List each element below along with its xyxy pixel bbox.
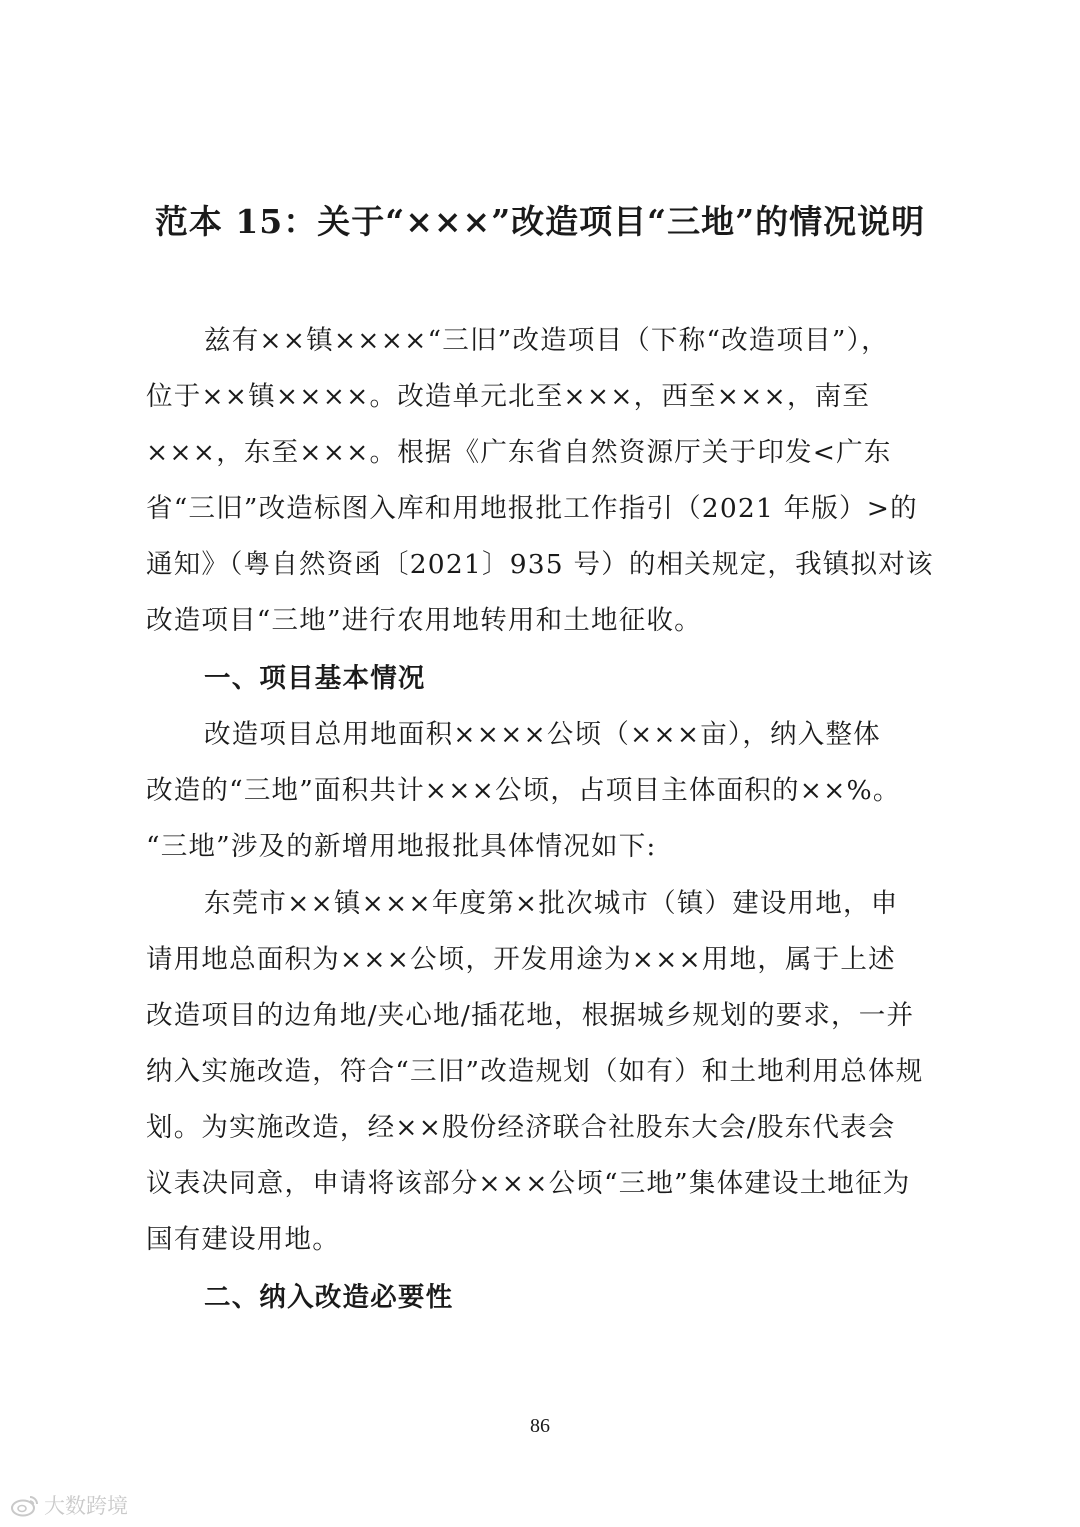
- paragraph-line: ×××，东至×××。根据《广东省自然资源厅关于印发<广东: [146, 437, 892, 468]
- document-title: 范本 15：关于“×××”改造项目“三地”的情况说明: [154, 202, 926, 241]
- paragraph-line: 国有建设用地。: [146, 1224, 340, 1255]
- paragraph-line: 改造的“三地”面积共计×××公顷，占项目主体面积的××%。: [146, 775, 901, 806]
- section-heading: 二、纳入改造必要性: [204, 1282, 454, 1313]
- weibo-logo-icon: [10, 1493, 40, 1517]
- page-number: 86: [530, 1415, 550, 1437]
- paragraph-line: 改造项目总用地面积××××公顷（×××亩），纳入整体: [204, 719, 881, 750]
- paragraph-line: 改造项目的边角地/夹心地/插花地，根据城乡规划的要求，一并: [146, 1000, 915, 1031]
- paragraph-line: 东莞市××镇×××年度第×批次城市（镇）建设用地，申: [204, 888, 899, 919]
- paragraph-line: 兹有××镇××××“三旧”改造项目（下称“改造项目”），: [204, 325, 889, 356]
- paragraph-line: “三地”涉及的新增用地报批具体情况如下:: [146, 831, 657, 862]
- section-heading: 一、项目基本情况: [204, 663, 426, 694]
- paragraph-line: 通知》（粤自然资函〔2021〕935 号）的相关规定，我镇拟对该: [146, 549, 934, 580]
- watermark-text: 大数跨境: [44, 1494, 128, 1518]
- paragraph-line: 省“三旧”改造标图入库和用地报批工作指引（2021 年版）>的: [146, 493, 918, 524]
- paragraph-line: 划。为实施改造，经××股份经济联合社股东大会/股东代表会: [146, 1112, 896, 1143]
- paragraph-line: 议表决同意，申请将该部分×××公顷“三地”集体建设土地征为: [146, 1168, 911, 1199]
- watermark: [10, 1490, 128, 1520]
- paragraph-line: 改造项目“三地”进行农用地转用和土地征收。: [146, 605, 702, 636]
- paragraph-line: 位于××镇××××。改造单元北至×××，西至×××，南至: [146, 381, 871, 412]
- paragraph-line: 纳入实施改造，符合“三旧”改造规划（如有）和土地利用总体规: [146, 1056, 924, 1087]
- paragraph-line: 请用地总面积为×××公顷，开发用途为×××用地，属于上述: [146, 944, 896, 975]
